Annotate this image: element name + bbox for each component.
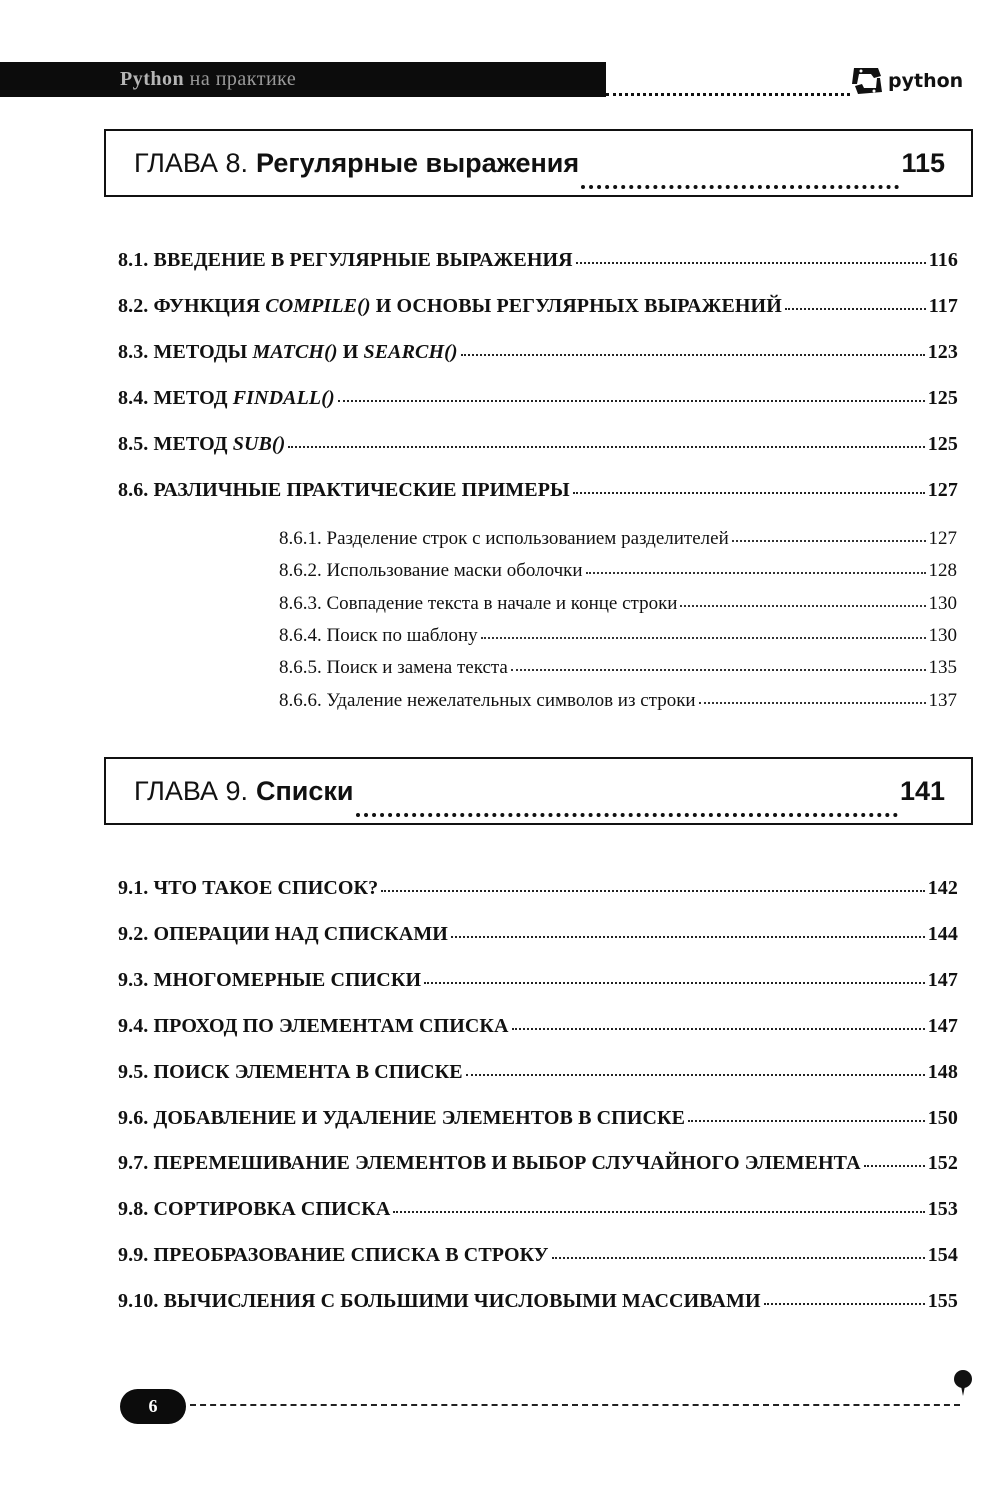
toc-section-entry (118, 1152, 958, 1175)
section-title-text: РАЗЛИЧНЫЕ ПРАКТИЧЕСКИЕ ПРИМЕРЫ (153, 479, 570, 501)
dot-leader (481, 637, 926, 639)
toc-subsection-entry (279, 560, 957, 582)
subsection-text: Удаление нежелательных символов из строки (326, 689, 696, 711)
dot-leader (381, 890, 924, 892)
section-title (118, 1290, 761, 1313)
dot-leader (573, 492, 925, 494)
toc-section-entry (118, 1198, 958, 1221)
section-title (118, 1107, 685, 1130)
section-number: 9.3. (118, 968, 154, 991)
dot-leader (581, 185, 899, 189)
section-title-text: И (337, 341, 364, 363)
dot-leader (785, 308, 926, 310)
toc-section-entry (118, 295, 958, 318)
subsection-page: 128 (928, 560, 957, 582)
python-logo-icon (850, 66, 884, 96)
section-title-text: И ОСНОВЫ РЕГУЛЯРНЫХ ВЫРАЖЕНИЙ (370, 295, 782, 317)
section-title-text: ПРОХОД ПО ЭЛЕМЕНТАМ СПИСКА (153, 1014, 509, 1037)
section-title (118, 1015, 509, 1038)
running-header-title (0, 62, 606, 97)
section-number: 9.7. (118, 1152, 154, 1175)
section-number: 8.5. (118, 433, 154, 455)
section-number: 9.9. (118, 1244, 154, 1267)
section-number: 8.6. (118, 479, 154, 501)
toc-section-entry (118, 433, 958, 456)
dot-leader (688, 1120, 925, 1122)
section-number: 9.6. (118, 1106, 154, 1129)
section-title-text: ПЕРЕМЕШИВАНИЕ ЭЛЕМЕНТОВ И ВЫБОР СЛУЧАЙНОГО ЭЛЕМЕНТА (153, 1152, 861, 1175)
toc-subsection-entry (279, 528, 957, 550)
section-page: 147 (927, 968, 958, 991)
toc-subsection-entry (279, 690, 957, 712)
section-page: 155 (927, 1290, 958, 1313)
subsection-page: 137 (928, 689, 957, 711)
dot-leader (424, 982, 925, 984)
subsection-page: 135 (928, 657, 957, 679)
section-title (118, 249, 573, 272)
book-title-rest: на практике (189, 68, 297, 90)
subsection-number: 8.6.1. (279, 528, 327, 549)
subsection-text: Поиск по шаблону (326, 624, 478, 646)
section-number: 8.2. (118, 295, 154, 317)
section-title (118, 341, 458, 364)
section-title (118, 1244, 549, 1267)
subsection-title (279, 625, 478, 647)
subsection-page: 130 (928, 592, 957, 614)
subsection-page: 130 (928, 624, 957, 646)
chapter-page: 141 (899, 775, 945, 806)
dot-leader (393, 1211, 924, 1213)
section-number: 9.1. (118, 877, 154, 899)
section-page: 144 (927, 922, 958, 945)
subsection-number: 8.6.3. (279, 592, 327, 614)
section-title (118, 387, 335, 410)
section-title-text: ПРЕОБРАЗОВАНИЕ СПИСКА В СТРОКУ (153, 1244, 549, 1267)
section-title-text: ОПЕРАЦИИ НАД СПИСКАМИ (153, 922, 448, 945)
section-number: 8.1. (118, 249, 154, 271)
dot-leader (576, 262, 926, 264)
section-title (118, 1198, 390, 1221)
section-title (118, 877, 378, 900)
toc-subsection-entry (279, 625, 957, 647)
footer-dashed-rule (190, 1404, 960, 1406)
section-title-text: ФУНКЦИЯ (153, 295, 266, 317)
dot-leader (680, 605, 925, 607)
chapter-label: ГЛАВА 9. (134, 775, 248, 806)
section-title-code: MATCH() (252, 341, 338, 363)
subsection-text: Совпадение текста в начале и конце строки (326, 592, 678, 614)
book-title-bold: Python (120, 68, 185, 90)
section-number: 9.4. (118, 1014, 154, 1037)
dot-leader (764, 1303, 925, 1305)
section-page: 154 (927, 1244, 958, 1267)
section-title-code: SUB() (232, 433, 286, 455)
python-logo (850, 66, 963, 96)
dot-leader (732, 540, 926, 542)
subsection-page: 127 (928, 528, 957, 549)
section-title-text: ЧТО ТАКОЕ СПИСОК? (153, 877, 379, 899)
toc-section-entry (118, 1290, 958, 1313)
toc-section-entry (118, 479, 958, 502)
subsection-title (279, 657, 508, 679)
dot-leader (512, 1028, 925, 1030)
chapter-9-heading (104, 757, 973, 825)
section-page: 116 (928, 249, 958, 271)
section-title (118, 923, 448, 946)
section-page: 125 (927, 433, 958, 455)
section-title (118, 1061, 463, 1084)
section-title-text: МНОГОМЕРНЫЕ СПИСКИ (153, 968, 422, 991)
section-page: 152 (927, 1152, 958, 1175)
footer-pin-icon (950, 1368, 976, 1398)
dot-leader (552, 1257, 925, 1259)
toc-subsection-entry (279, 593, 957, 615)
section-page: 127 (927, 479, 958, 501)
section-page: 117 (928, 295, 958, 317)
subsection-title (279, 690, 696, 712)
section-title-text: ВВЕДЕНИЕ В РЕГУЛЯРНЫЕ ВЫРАЖЕНИЯ (153, 249, 573, 271)
section-number: 8.4. (118, 387, 154, 409)
section-number: 9.10. (118, 1290, 164, 1313)
toc-section-entry (118, 877, 958, 900)
section-title-code: FINDALL() (232, 387, 335, 409)
dot-leader (338, 400, 925, 402)
section-title-text: МЕТОД (153, 433, 233, 455)
toc-section-entry (118, 1061, 958, 1084)
section-page: 148 (927, 1060, 958, 1083)
toc-section-entry (118, 249, 958, 272)
section-title-code: COMPILE() (265, 295, 371, 317)
chapter-title: Списки (255, 775, 354, 806)
section-number: 9.8. (118, 1198, 154, 1221)
toc-section-entry (118, 969, 958, 992)
dot-leader (451, 936, 925, 938)
section-title-text: МЕТОДЫ (153, 341, 253, 363)
dot-leader (511, 669, 926, 671)
section-page: 142 (927, 877, 958, 899)
chapter-page: 115 (901, 147, 945, 178)
section-title-code: SEARCH() (363, 341, 458, 363)
subsection-title (279, 560, 583, 582)
toc-section-entry (118, 387, 958, 410)
subsection-text: Использование маски оболочки (326, 560, 583, 582)
section-title (118, 295, 782, 318)
subsection-number: 8.6.6. (279, 689, 327, 711)
section-title-text: ПОИСК ЭЛЕМЕНТА В СПИСКЕ (153, 1060, 463, 1083)
section-page: 123 (927, 341, 958, 363)
header-dotted-rule (606, 93, 850, 96)
toc-section-entry (118, 1107, 958, 1130)
dot-leader (586, 572, 926, 574)
dot-leader (466, 1074, 925, 1076)
section-number: 9.2. (118, 922, 154, 945)
subsection-number: 8.6.5. (279, 657, 327, 679)
chapter-8-heading (104, 129, 973, 197)
section-title (118, 1152, 861, 1175)
dot-leader (461, 354, 925, 356)
section-number: 8.3. (118, 341, 154, 363)
toc-section-entry (118, 1015, 958, 1038)
subsection-number: 8.6.4. (279, 624, 327, 646)
toc-section-entry (118, 923, 958, 946)
dot-leader (699, 702, 926, 704)
section-page: 153 (927, 1198, 958, 1221)
subsection-text: Поиск и замена текста (326, 657, 508, 679)
toc-section-entry (118, 341, 958, 364)
section-title (118, 433, 285, 456)
toc-subsection-entry (279, 657, 957, 679)
section-title (118, 969, 421, 992)
section-page: 150 (927, 1106, 958, 1129)
toc-section-entry (118, 1244, 958, 1267)
section-number: 9.5. (118, 1060, 154, 1083)
dot-leader (288, 446, 924, 448)
subsection-text: Разделение строк с использованием разделителей (326, 528, 729, 549)
page-number: 6 (120, 1389, 186, 1424)
chapter-label: ГЛАВА 8. (134, 147, 248, 178)
section-title-text: ДОБАВЛЕНИЕ И УДАЛЕНИЕ ЭЛЕМЕНТОВ В СПИСКЕ (153, 1106, 686, 1129)
section-page: 147 (927, 1014, 958, 1037)
section-title-text: ВЫЧИСЛЕНИЯ С БОЛЬШИМИ ЧИСЛОВЫМИ МАССИВАМИ (163, 1290, 761, 1313)
subsection-number: 8.6.2. (279, 560, 327, 582)
section-page: 125 (927, 387, 958, 409)
section-title-text: МЕТОД (153, 387, 233, 409)
python-logo-text: python (888, 70, 964, 92)
subsection-title (279, 593, 677, 615)
dot-leader (356, 813, 898, 817)
section-title-text: СОРТИРОВКА СПИСКА (153, 1198, 391, 1221)
subsection-title (279, 528, 729, 550)
chapter-title: Регулярные выражения (255, 147, 580, 178)
section-title (118, 479, 570, 502)
dot-leader (864, 1165, 925, 1167)
